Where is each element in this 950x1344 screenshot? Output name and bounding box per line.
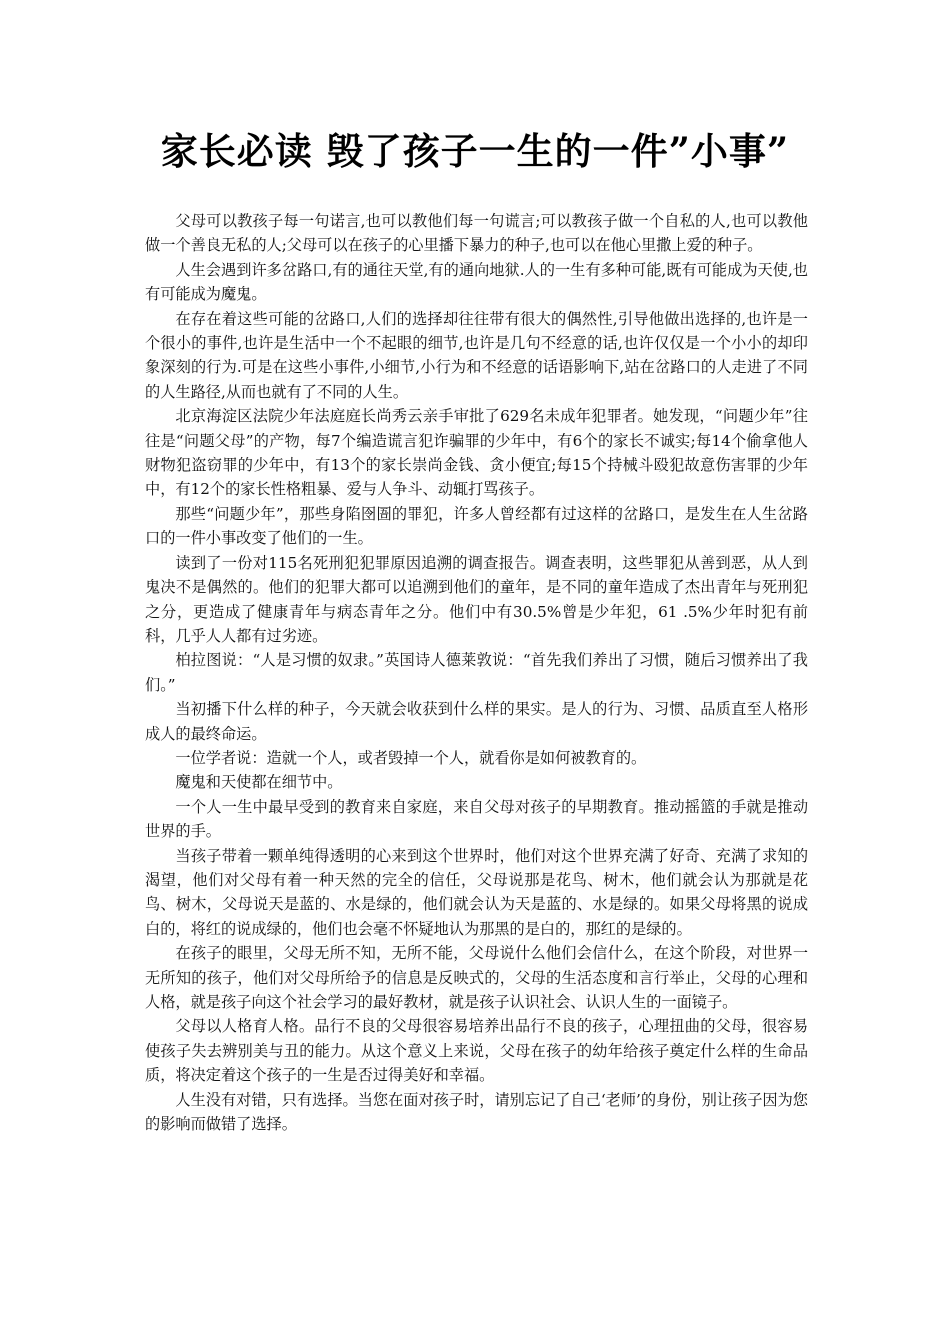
document-title: 家长必读 毁了孩子一生的一件”小事” [160,129,790,173]
paragraph: 北京海淀区法院少年法庭庭长尚秀云亲手审批了629名未成年犯罪者。她发现，“问题少年”往往是“问题父母”的产物，每7个编造谎言犯诈骗罪的少年中，有6个的家长不诚实;每14个偷拿他人财物犯盗窃罪的少年中，有13个的家长崇尚金钱、贪小便宜;每15个持械斗殴犯故意伤害罪的少年中，有12个的家长性格粗暴、爱与人争斗、动辄打骂孩子。 [145,407,808,499]
paragraph: 父母以人格育人格。品行不良的父母很容易培养出品行不良的孩子，心理扭曲的父母，很容易使孩子失去辨别美与丑的能力。从这个意义上来说，父母在孩子的幼年给孩子奠定什么样的生命品质，将决定着这个孩子的一生是否过得美好和幸福。 [145,1017,808,1085]
paragraph: 那些“问题少年”，那些身陷囹圄的罪犯，许多人曾经都有过这样的岔路口，是发生在人生岔路口的一件小事改变了他们的一生。 [145,504,808,548]
paragraph: 读到了一份对115名死刑犯犯罪原因追溯的调查报告。调查表明，这些罪犯从善到恶，从人到鬼决不是偶然的。他们的犯罪大都可以追溯到他们的童年，是不同的童年造成了杰出青年与死刑犯之分，更造成了健康青年与病态青年之分。他们中有30.5%曾是少年犯，61 .5%少年时犯有前科，几乎人人都有过劣迹。 [145,553,808,645]
document-body [145,209,808,1136]
paragraph: 一位学者说：造就一个人，或者毁掉一个人，就看你是如何被教育的。 [175,748,647,767]
paragraph: 人生会遇到许多岔路口,有的通往天堂,有的通向地狱.人的一生有多种可能,既有可能成为天使,也有可能成为魔鬼。 [145,260,808,304]
paragraph: 在存在着这些可能的岔路口,人们的选择却往往带有很大的偶然性,引导他做出选择的,也许是一个很小的事件,也许是生活中一个不起眼的细节,也许是几句不经意的话,也许仅仅是一个小小的却印象深刻的行为.可是在这些小事件,小细节,小行为和不经意的话语影响下,站在岔路口的人走进了不同的人生路径,从而也就有了不同的人生。 [145,309,808,401]
paragraph: 当初播下什么样的种子，今天就会收获到什么样的果实。是人的行为、习惯、品质直至人格形成人的最终命运。 [145,700,808,743]
paragraph: 人生没有对错，只有选择。当您在面对孩子时，请别忘记了自己‘老师’的身份，别让孩子因为您的影响而做错了选择。 [145,1090,808,1134]
paragraph: 父母可以教孩子每一句诺言,也可以教他们每一句谎言;可以教孩子做一个自私的人,也可以教他做一个善良无私的人;父母可以在孩子的心里播下暴力的种子,也可以在他心里撒上爱的种子。 [145,212,808,255]
paragraph: 柏拉图说：“人是习惯的奴隶。”英国诗人德莱敦说：“首先我们养出了习惯，随后习惯养出了我们。” [145,651,808,694]
paragraph: 在孩子的眼里，父母无所不知，无所不能，父母说什么他们会信什么，在这个阶段，对世界一无所知的孩子，他们对父母所给予的信息是反映式的，父母的生活态度和言行举止，父母的心理和人格，就是孩子向这个社会学习的最好教材，就是孩子认识社会、认识人生的一面镜子。 [145,944,808,1011]
paragraph: 当孩子带着一颗单纯得透明的心来到这个世界时，他们对这个世界充满了好奇、充满了求知的渴望，他们对父母有着一种天然的完全的信任，父母说那是花鸟、树木，他们就会认为那就是花鸟、树木，父母说天是蓝的、水是绿的，他们就会认为天是蓝的、水是绿的。如果父母将黑的说成白的，将红的说成绿的，他们也会毫不怀疑地认为那黑的是白的，那红的是绿的。 [145,846,808,938]
paragraph: 魔鬼和天使都在细节中。 [175,773,343,792]
paragraph: 一个人一生中最早受到的教育来自家庭，来自父母对孩子的早期教育。推动摇篮的手就是推动世界的手。 [145,797,808,841]
